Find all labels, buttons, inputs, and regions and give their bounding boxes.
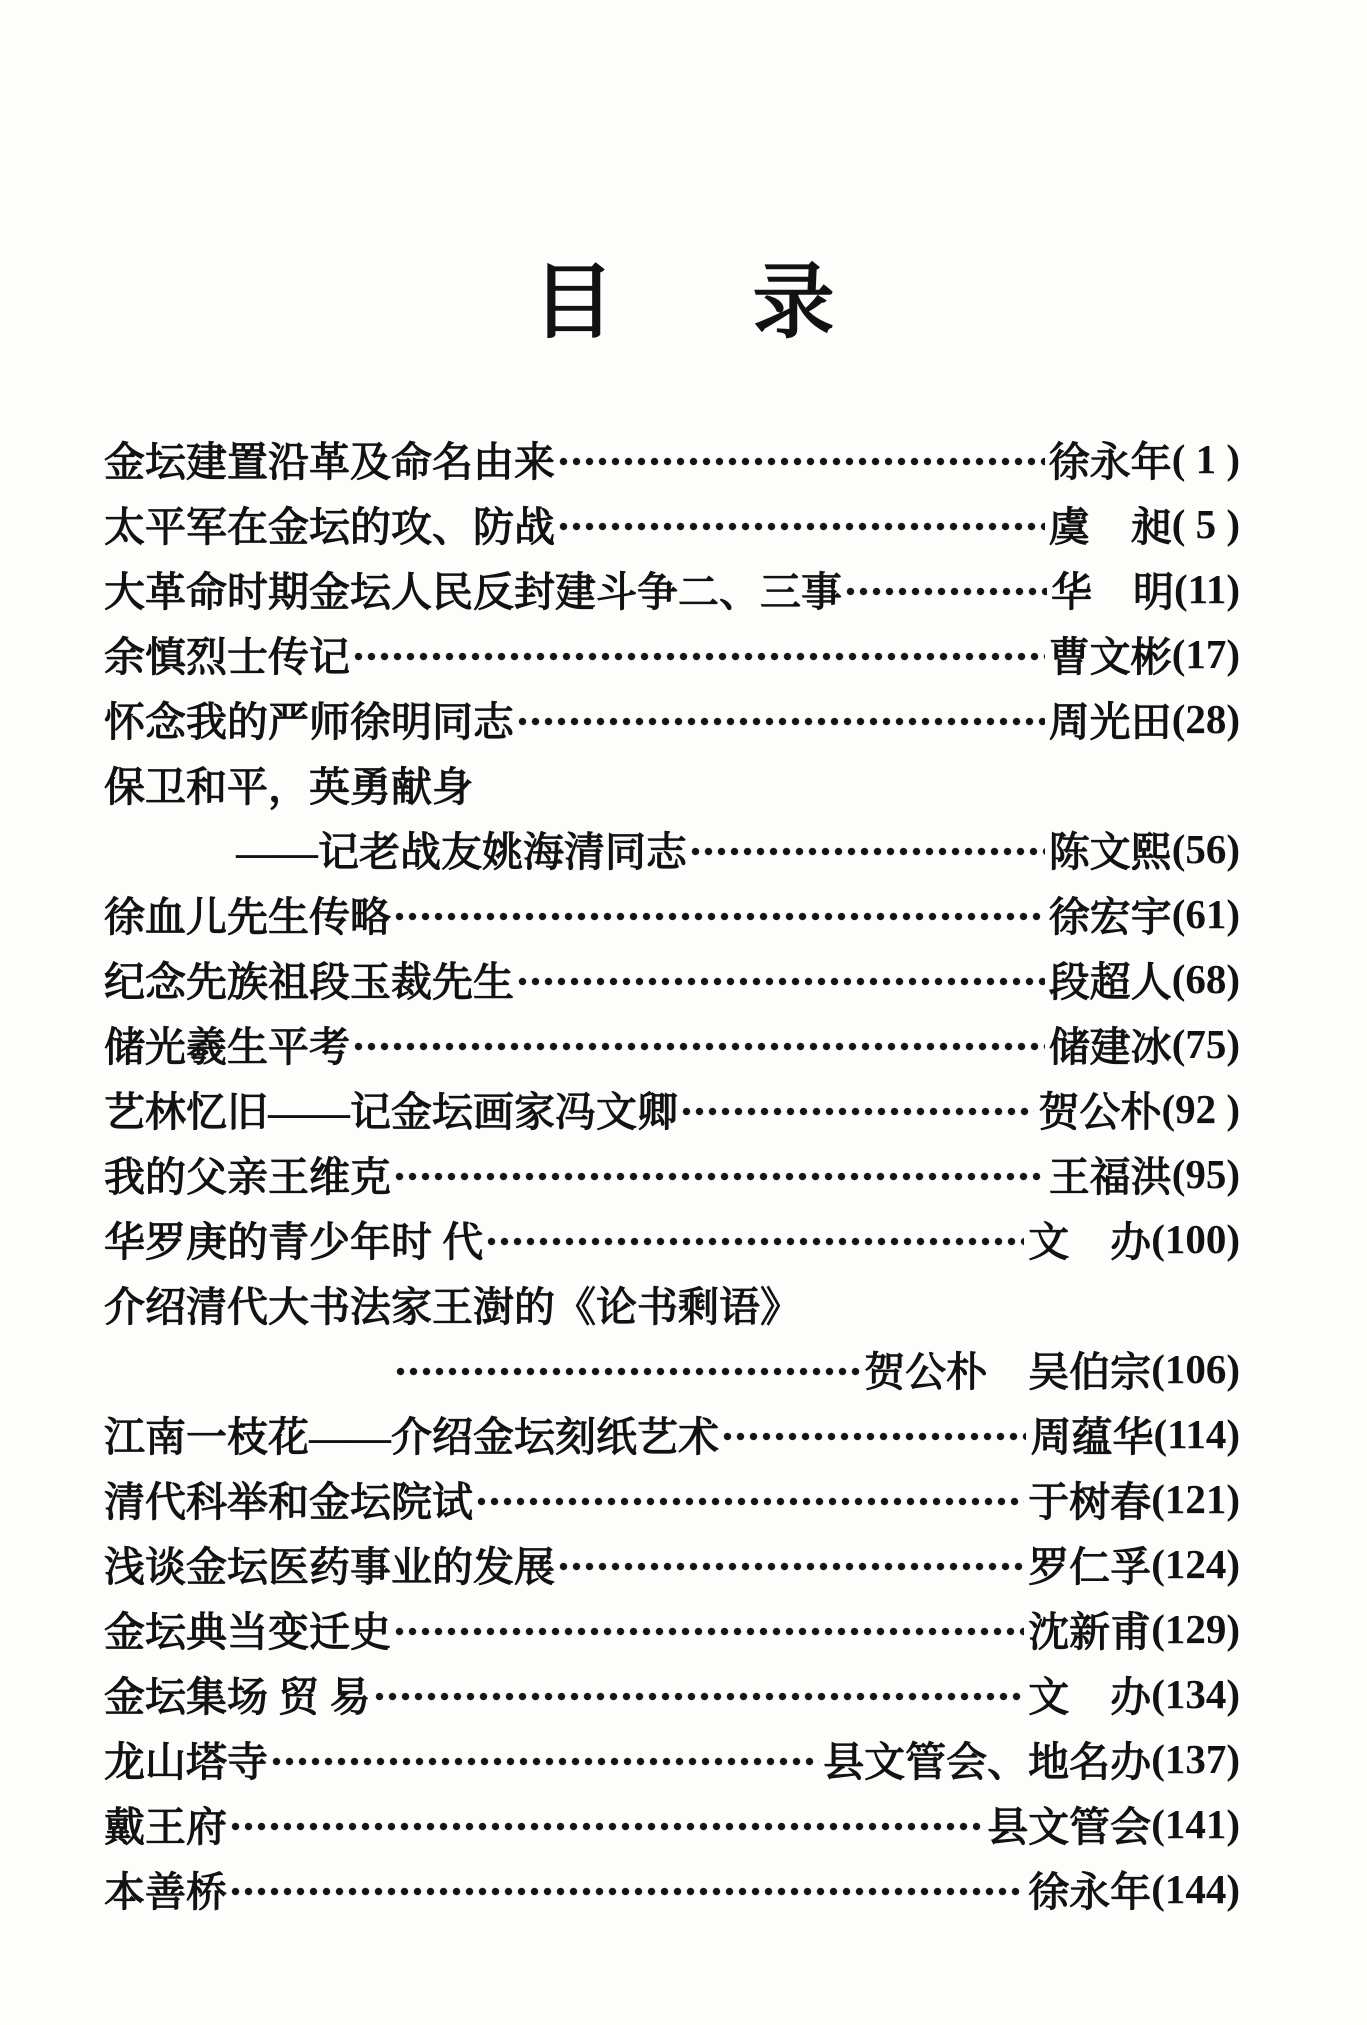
entry-title: 徐血儿先生传略 xyxy=(104,894,391,940)
entry-title: 金坛建置沿革及命名由来 xyxy=(104,439,555,485)
entry-page: (137) xyxy=(1151,1735,1240,1782)
entry-page: (28) xyxy=(1171,695,1240,742)
entry-author: 徐宏宇 xyxy=(1048,894,1172,940)
entry-author: 罗仁孚 xyxy=(1028,1544,1152,1590)
entry-subtitle: ——记老战友姚海清同志 xyxy=(236,829,687,875)
entry-page: (100) xyxy=(1151,1215,1240,1262)
page-title-char-2: 录 xyxy=(752,257,835,348)
entry-author: 王福洪 xyxy=(1048,1154,1172,1200)
dot-leader xyxy=(682,1107,1034,1116)
dot-leader xyxy=(518,977,1045,986)
dot-leader xyxy=(559,522,1045,531)
toc-entry xyxy=(104,1531,1240,1596)
dot-leader xyxy=(395,1627,1024,1636)
toc-entry-continuation xyxy=(104,816,1240,881)
dot-leader xyxy=(487,1237,1024,1246)
entry-author: 贺公朴 吴伯宗 xyxy=(864,1349,1152,1395)
entry-author: 虞 昶 xyxy=(1048,504,1172,550)
toc-entry xyxy=(104,946,1240,1011)
entry-title: 本善桥 xyxy=(104,1869,227,1915)
entry-title: 戴王府 xyxy=(104,1804,227,1850)
entry-page: (141) xyxy=(1151,1800,1240,1847)
dot-leader xyxy=(354,1042,1045,1051)
entry-page: (61) xyxy=(1171,890,1240,937)
toc-entry xyxy=(104,1206,1240,1271)
toc-entry xyxy=(104,1596,1240,1661)
dot-leader xyxy=(846,587,1047,596)
entry-title: 龙山塔寺 xyxy=(104,1739,268,1785)
entry-author: 段超人 xyxy=(1048,959,1172,1005)
entry-title: 华罗庚的青少年时 代 xyxy=(104,1219,484,1265)
entry-author: 储建冰 xyxy=(1048,1024,1172,1070)
toc-entry xyxy=(104,1726,1240,1791)
dot-leader xyxy=(395,912,1045,921)
entry-title: 江南一枝花——介绍金坛刻纸艺术 xyxy=(104,1414,719,1460)
dot-leader xyxy=(691,847,1045,856)
entry-title: 我的父亲王维克 xyxy=(104,1154,391,1200)
toc-entry xyxy=(104,881,1240,946)
toc-entry xyxy=(104,1011,1240,1076)
entry-author: 县文管会 xyxy=(987,1804,1152,1850)
entry-author: 陈文熙 xyxy=(1048,829,1172,875)
dot-leader xyxy=(396,1367,860,1376)
dot-leader xyxy=(272,1757,819,1766)
toc-entry xyxy=(104,1401,1240,1466)
entry-title: 纪念先族祖段玉裁先生 xyxy=(104,959,514,1005)
toc-entry xyxy=(104,556,1240,621)
entry-title: 金坛集场 贸 易 xyxy=(104,1674,371,1720)
dot-leader xyxy=(559,457,1045,466)
entry-page: (144) xyxy=(1151,1865,1240,1912)
entry-page: ( 5 ) xyxy=(1171,500,1240,547)
page-title xyxy=(0,257,1367,348)
toc-entry xyxy=(104,426,1240,491)
entry-author: 徐永年 xyxy=(1048,439,1172,485)
entry-title: 清代科举和金坛院试 xyxy=(104,1479,473,1525)
toc-entry xyxy=(104,1076,1240,1141)
entry-title: 浅谈金坛医药事业的发展 xyxy=(104,1544,555,1590)
entry-page: (124) xyxy=(1151,1540,1240,1587)
toc-entry xyxy=(104,1661,1240,1726)
dot-leader xyxy=(723,1432,1026,1441)
entry-author: 县文管会、地名办 xyxy=(823,1739,1152,1785)
entry-page: (17) xyxy=(1171,630,1240,677)
toc-entry xyxy=(104,686,1240,751)
toc-entry-continuation xyxy=(104,1336,1240,1401)
toc-entry xyxy=(104,1466,1240,1531)
entry-page: (75) xyxy=(1171,1020,1240,1067)
dot-leader xyxy=(559,1562,1024,1571)
toc-entry xyxy=(104,1141,1240,1206)
entry-page: (114) xyxy=(1153,1410,1240,1457)
entry-title: 储光羲生平考 xyxy=(104,1024,350,1070)
entry-title: 怀念我的严师徐明同志 xyxy=(104,699,514,745)
dot-leader xyxy=(518,717,1045,726)
entry-page: (121) xyxy=(1151,1475,1240,1522)
entry-page: (129) xyxy=(1151,1605,1240,1652)
entry-page: (68) xyxy=(1171,955,1240,1002)
table-of-contents xyxy=(104,426,1240,1921)
toc-entry xyxy=(104,1856,1240,1921)
entry-author: 曹文彬 xyxy=(1048,634,1172,680)
entry-author: 贺公朴 xyxy=(1038,1089,1162,1135)
toc-entry xyxy=(104,1791,1240,1856)
entry-title: 保卫和平，英勇献身 xyxy=(104,764,473,810)
entry-page: (11) xyxy=(1173,565,1240,612)
dot-leader xyxy=(375,1692,1025,1701)
entry-page: ( 1 ) xyxy=(1171,435,1240,482)
dot-leader xyxy=(354,652,1045,661)
entry-author: 周光田 xyxy=(1048,699,1172,745)
entry-page: (134) xyxy=(1151,1670,1240,1717)
toc-entry-first-line xyxy=(104,1271,1240,1336)
entry-author: 周蕴华 xyxy=(1030,1414,1154,1460)
entry-page: (106) xyxy=(1151,1345,1240,1392)
entry-page: (92 ) xyxy=(1161,1085,1240,1132)
toc-entry xyxy=(104,621,1240,686)
toc-entry-first-line xyxy=(104,751,1240,816)
entry-page: (56) xyxy=(1171,825,1240,872)
entry-title: 介绍清代大书法家王澍的《论书剩语》 xyxy=(104,1284,801,1330)
dot-leader xyxy=(231,1887,1024,1896)
entry-author: 沈新甫 xyxy=(1028,1609,1152,1655)
dot-leader xyxy=(231,1822,983,1831)
entry-author: 华 明 xyxy=(1050,569,1174,615)
entry-author: 于树春 xyxy=(1028,1479,1152,1525)
entry-author: 徐永年 xyxy=(1028,1869,1152,1915)
entry-author: 文 办 xyxy=(1028,1674,1152,1720)
dot-leader xyxy=(477,1497,1024,1506)
entry-title: 余慎烈士传记 xyxy=(104,634,350,680)
entry-title: 太平军在金坛的攻、防战 xyxy=(104,504,555,550)
entry-title: 金坛典当变迁史 xyxy=(104,1609,391,1655)
dot-leader xyxy=(395,1172,1045,1181)
page-title-char-1: 目 xyxy=(532,257,615,348)
entry-author: 文 办 xyxy=(1028,1219,1152,1265)
entry-title: 艺林忆旧——记金坛画家冯文卿 xyxy=(104,1089,678,1135)
entry-title: 大革命时期金坛人民反封建斗争二、三事 xyxy=(104,569,842,615)
toc-entry xyxy=(104,491,1240,556)
entry-page: (95) xyxy=(1171,1150,1240,1197)
